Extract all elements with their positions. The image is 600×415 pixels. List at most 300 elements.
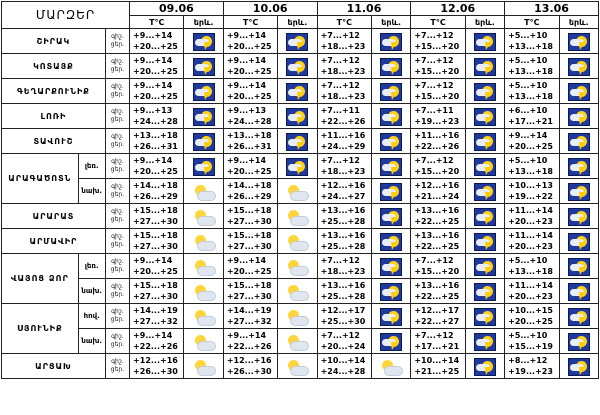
date-header: 10.06 bbox=[223, 2, 317, 16]
day-night-label bbox=[105, 104, 129, 129]
temperature-cell bbox=[317, 229, 371, 254]
precip-cell bbox=[372, 154, 411, 179]
night-temperature: +13...+16 bbox=[320, 206, 366, 215]
subregion-label: նախ. bbox=[78, 179, 105, 204]
night-temperature: +14...+19 bbox=[226, 306, 272, 315]
temperature-cell bbox=[411, 54, 465, 79]
precip-cell bbox=[559, 254, 598, 279]
night-label: ցեր. bbox=[110, 341, 125, 348]
day-temperature: +22...+25 bbox=[414, 242, 460, 251]
temperature-cell bbox=[223, 54, 277, 79]
day-temperature: +27...+30 bbox=[226, 242, 272, 251]
partly-cloudy-icon bbox=[193, 309, 215, 326]
night-label: ցեր. bbox=[110, 316, 125, 323]
temperature-cell bbox=[411, 29, 465, 54]
precip-cell bbox=[372, 279, 411, 304]
night-temperature: +7...+12 bbox=[414, 256, 454, 265]
temperature-cell bbox=[317, 354, 371, 379]
night-label: ցեր. bbox=[110, 366, 125, 373]
precip-cell bbox=[372, 104, 411, 129]
day-night-label bbox=[105, 354, 129, 379]
temperature-cell bbox=[411, 129, 465, 154]
night-temperature: +8...+12 bbox=[508, 356, 548, 365]
day-label: գիշ. bbox=[111, 233, 124, 240]
temperature-cell bbox=[130, 304, 184, 329]
day-night-label bbox=[105, 204, 129, 229]
day-temperature: +24...+28 bbox=[320, 367, 366, 376]
thunderstorm-icon bbox=[380, 333, 402, 351]
day-temperature: +24...+27 bbox=[320, 192, 366, 201]
day-temperature: +26...+29 bbox=[226, 192, 272, 201]
night-temperature: +9...+13 bbox=[133, 106, 173, 115]
precip-cell bbox=[465, 54, 504, 79]
night-temperature: +12...+16 bbox=[320, 181, 366, 190]
night-temperature: +9...+14 bbox=[133, 256, 173, 265]
thunderstorm-icon bbox=[568, 308, 590, 326]
region-name: ՏԱՎՈՒՇ bbox=[2, 129, 106, 154]
partly-cloudy-icon bbox=[193, 184, 215, 201]
temperature-cell bbox=[411, 354, 465, 379]
night-temperature: +12...+17 bbox=[414, 306, 460, 315]
precip-cell bbox=[465, 179, 504, 204]
thunderstorm-icon bbox=[474, 258, 496, 276]
day-night-label bbox=[105, 154, 129, 179]
thunderstorm-icon bbox=[568, 83, 590, 101]
precip-header: երև. bbox=[372, 16, 411, 29]
temperature-cell bbox=[505, 179, 559, 204]
day-night-label bbox=[105, 79, 129, 104]
precip-cell bbox=[372, 179, 411, 204]
precip-cell bbox=[184, 304, 223, 329]
thunderstorm-icon bbox=[380, 308, 402, 326]
day-temperature: +15...+20 bbox=[414, 67, 460, 76]
day-temperature: +20...+25 bbox=[226, 67, 272, 76]
temperature-cell bbox=[223, 229, 277, 254]
partly-cloudy-icon bbox=[286, 309, 308, 326]
day-label: գիշ. bbox=[111, 358, 124, 365]
precip-cell bbox=[559, 329, 598, 354]
night-temperature: +9...+14 bbox=[133, 156, 173, 165]
thunderstorm-icon bbox=[474, 58, 496, 76]
temp-header: T°C bbox=[130, 16, 184, 29]
day-temperature: +22...+25 bbox=[414, 292, 460, 301]
thunderstorm-icon bbox=[193, 33, 215, 51]
day-temperature: +18...+23 bbox=[320, 92, 366, 101]
thunderstorm-icon bbox=[380, 33, 402, 51]
temperature-cell bbox=[411, 104, 465, 129]
temperature-cell bbox=[411, 154, 465, 179]
precip-cell bbox=[465, 329, 504, 354]
table-row bbox=[2, 329, 599, 354]
precip-cell bbox=[372, 129, 411, 154]
day-temperature: +20...+23 bbox=[508, 292, 553, 301]
precip-cell bbox=[465, 204, 504, 229]
day-temperature: +22...+27 bbox=[414, 317, 460, 326]
temperature-cell bbox=[223, 29, 277, 54]
precip-header: երև. bbox=[465, 16, 504, 29]
thunderstorm-icon bbox=[568, 358, 590, 376]
temperature-cell bbox=[130, 279, 184, 304]
precip-cell bbox=[465, 154, 504, 179]
precip-header: երև. bbox=[559, 16, 598, 29]
day-label: գիշ. bbox=[111, 133, 124, 140]
temperature-cell bbox=[505, 29, 559, 54]
precip-cell bbox=[184, 154, 223, 179]
day-temperature: +27...+30 bbox=[133, 217, 178, 226]
night-temperature: +15...+18 bbox=[226, 206, 272, 215]
thunderstorm-icon bbox=[193, 58, 215, 76]
night-temperature: +12...+16 bbox=[133, 356, 178, 365]
day-temperature: +18...+23 bbox=[320, 167, 366, 176]
temperature-cell bbox=[317, 204, 371, 229]
day-label: գիշ. bbox=[111, 58, 124, 65]
precip-cell bbox=[559, 29, 598, 54]
subregion-label: լեռ. bbox=[78, 154, 105, 179]
partly-cloudy-icon bbox=[286, 184, 308, 201]
night-temperature: +15...+18 bbox=[133, 231, 178, 240]
thunderstorm-icon bbox=[380, 183, 402, 201]
temperature-cell bbox=[317, 304, 371, 329]
night-temperature: +9...+14 bbox=[226, 31, 267, 40]
night-label: ցեր. bbox=[110, 241, 125, 248]
temperature-cell bbox=[317, 129, 371, 154]
thunderstorm-icon bbox=[474, 208, 496, 226]
precip-cell bbox=[372, 204, 411, 229]
night-temperature: +7...+12 bbox=[414, 331, 454, 340]
night-temperature: +14...+19 bbox=[133, 306, 178, 315]
temperature-cell bbox=[505, 279, 559, 304]
night-temperature: +15...+18 bbox=[226, 281, 272, 290]
day-label: գիշ. bbox=[111, 208, 124, 215]
precip-cell bbox=[278, 304, 317, 329]
precip-cell bbox=[278, 104, 317, 129]
table-row bbox=[2, 354, 599, 379]
thunderstorm-icon bbox=[568, 183, 590, 201]
day-temperature: +20...+23 bbox=[508, 217, 553, 226]
precip-cell bbox=[465, 254, 504, 279]
day-temperature: +22...+26 bbox=[133, 342, 178, 351]
day-temperature: +13...+18 bbox=[508, 42, 553, 51]
table-row bbox=[2, 154, 599, 179]
precip-cell bbox=[465, 104, 504, 129]
night-temperature: +12...+17 bbox=[320, 306, 366, 315]
day-label: գիշ. bbox=[111, 283, 124, 290]
day-label: գիշ. bbox=[111, 83, 124, 90]
night-temperature: +10...+13 bbox=[508, 181, 553, 190]
precip-cell bbox=[465, 129, 504, 154]
temperature-cell bbox=[505, 129, 559, 154]
precip-cell bbox=[184, 129, 223, 154]
night-temperature: +13...+16 bbox=[320, 281, 366, 290]
day-temperature: +20...+25 bbox=[226, 42, 272, 51]
temperature-cell bbox=[505, 329, 559, 354]
day-temperature: +18...+23 bbox=[320, 267, 366, 276]
temperature-cell bbox=[505, 229, 559, 254]
partly-cloudy-icon bbox=[380, 359, 402, 376]
night-label: ցեր. bbox=[110, 91, 125, 98]
precip-cell bbox=[559, 79, 598, 104]
precip-cell bbox=[372, 254, 411, 279]
night-temperature: +7...+12 bbox=[414, 31, 454, 40]
night-temperature: +7...+11 bbox=[320, 106, 360, 115]
precip-cell bbox=[184, 279, 223, 304]
day-label: գիշ. bbox=[111, 333, 124, 340]
partly-cloudy-icon bbox=[193, 359, 215, 376]
day-temperature: +13...+18 bbox=[508, 67, 553, 76]
partly-cloudy-icon bbox=[193, 259, 215, 276]
thunderstorm-icon bbox=[568, 283, 590, 301]
day-temperature: +13...+18 bbox=[508, 92, 553, 101]
night-temperature: +9...+14 bbox=[133, 31, 173, 40]
temperature-cell bbox=[130, 179, 184, 204]
precip-cell bbox=[278, 229, 317, 254]
thunderstorm-icon bbox=[568, 208, 590, 226]
precip-cell bbox=[372, 304, 411, 329]
day-temperature: +26...+29 bbox=[133, 192, 178, 201]
day-label: գիշ. bbox=[111, 258, 124, 265]
day-temperature: +26...+31 bbox=[226, 142, 272, 151]
night-temperature: +10...+15 bbox=[508, 306, 553, 315]
day-temperature: +21...+25 bbox=[414, 367, 460, 376]
thunderstorm-icon bbox=[568, 133, 590, 151]
precip-cell bbox=[465, 279, 504, 304]
precip-cell bbox=[278, 54, 317, 79]
night-temperature: +11...+14 bbox=[508, 231, 553, 240]
day-temperature: +20...+24 bbox=[320, 342, 366, 351]
night-temperature: +5...+10 bbox=[508, 56, 548, 65]
thunderstorm-icon bbox=[193, 158, 215, 176]
precip-cell bbox=[559, 354, 598, 379]
partly-cloudy-icon bbox=[286, 234, 308, 251]
night-temperature: +13...+16 bbox=[414, 231, 460, 240]
temperature-cell bbox=[130, 79, 184, 104]
day-temperature: +24...+29 bbox=[320, 142, 366, 151]
thunderstorm-icon bbox=[286, 33, 308, 51]
precip-cell bbox=[184, 204, 223, 229]
temperature-cell bbox=[223, 179, 277, 204]
temperature-cell bbox=[130, 329, 184, 354]
date-header: 11.06 bbox=[317, 2, 411, 16]
temperature-cell bbox=[130, 104, 184, 129]
day-temperature: +18...+23 bbox=[320, 42, 366, 51]
night-temperature: +9...+14 bbox=[133, 56, 173, 65]
temperature-cell bbox=[411, 329, 465, 354]
precip-cell bbox=[372, 329, 411, 354]
night-temperature: +15...+18 bbox=[226, 231, 272, 240]
partly-cloudy-icon bbox=[193, 284, 215, 301]
day-temperature: +27...+30 bbox=[226, 217, 272, 226]
night-temperature: +9...+14 bbox=[226, 56, 267, 65]
region-name: ՍՅՈՒՆԻՔ bbox=[2, 304, 79, 354]
temperature-cell bbox=[130, 129, 184, 154]
day-temperature: +20...+23 bbox=[508, 242, 553, 251]
thunderstorm-icon bbox=[286, 133, 308, 151]
precip-cell bbox=[372, 229, 411, 254]
temperature-cell bbox=[223, 354, 277, 379]
thunderstorm-icon bbox=[286, 58, 308, 76]
region-name: ԱՐՑԱԽ bbox=[2, 354, 106, 379]
region-column-header: ՄԱՐԶԵՐ bbox=[2, 2, 130, 29]
temp-header: T°C bbox=[505, 16, 559, 29]
temperature-cell bbox=[130, 29, 184, 54]
partly-cloudy-icon bbox=[193, 209, 215, 226]
night-temperature: +9...+14 bbox=[508, 131, 548, 140]
precip-cell bbox=[184, 54, 223, 79]
night-label: ցեր. bbox=[110, 216, 125, 223]
thunderstorm-icon bbox=[193, 108, 215, 126]
thunderstorm-icon bbox=[286, 83, 308, 101]
day-night-label bbox=[105, 54, 129, 79]
precip-cell bbox=[465, 79, 504, 104]
temperature-cell bbox=[317, 54, 371, 79]
temperature-cell bbox=[317, 254, 371, 279]
precip-cell bbox=[372, 354, 411, 379]
date-header: 13.06 bbox=[505, 2, 599, 16]
table-row bbox=[2, 79, 599, 104]
day-night-label bbox=[105, 129, 129, 154]
thunderstorm-icon bbox=[474, 333, 496, 351]
precip-cell bbox=[559, 54, 598, 79]
thunderstorm-icon bbox=[380, 233, 402, 251]
night-label: ցեր. bbox=[110, 116, 125, 123]
thunderstorm-icon bbox=[286, 158, 308, 176]
temperature-cell bbox=[223, 129, 277, 154]
temperature-cell bbox=[317, 79, 371, 104]
temperature-cell bbox=[223, 79, 277, 104]
day-label: գիշ. bbox=[111, 33, 124, 40]
thunderstorm-icon bbox=[474, 283, 496, 301]
day-temperature: +26...+31 bbox=[133, 142, 178, 151]
day-temperature: +26...+30 bbox=[226, 367, 272, 376]
temperature-cell bbox=[411, 229, 465, 254]
subregion-label: նախ. bbox=[78, 329, 105, 354]
precip-cell bbox=[559, 129, 598, 154]
precip-cell bbox=[465, 354, 504, 379]
precip-cell bbox=[184, 354, 223, 379]
night-temperature: +6...+10 bbox=[508, 106, 548, 115]
night-temperature: +13...+18 bbox=[133, 131, 178, 140]
temperature-cell bbox=[223, 329, 277, 354]
night-temperature: +7...+12 bbox=[320, 81, 360, 90]
day-temperature: +25...+28 bbox=[320, 217, 366, 226]
region-name: ԳԵՂԱՐՔՈՒՆԻՔ bbox=[2, 79, 106, 104]
precip-cell bbox=[184, 104, 223, 129]
day-night-label bbox=[105, 29, 129, 54]
night-temperature: +11...+16 bbox=[414, 131, 460, 140]
precip-cell bbox=[184, 329, 223, 354]
day-temperature: +21...+24 bbox=[414, 192, 460, 201]
precip-cell bbox=[278, 179, 317, 204]
region-name: ՇԻՐԱԿ bbox=[2, 29, 106, 54]
night-temperature: +5...+10 bbox=[508, 81, 548, 90]
thunderstorm-icon bbox=[568, 58, 590, 76]
day-temperature: +27...+32 bbox=[226, 317, 272, 326]
day-temperature: +26...+30 bbox=[133, 367, 178, 376]
night-label: ցեր. bbox=[110, 291, 125, 298]
precip-cell bbox=[465, 304, 504, 329]
thunderstorm-icon bbox=[568, 258, 590, 276]
day-temperature: +15...+20 bbox=[414, 167, 460, 176]
thunderstorm-icon bbox=[568, 233, 590, 251]
table-row bbox=[2, 304, 599, 329]
day-night-label bbox=[105, 279, 129, 304]
day-temperature: +20...+25 bbox=[133, 67, 178, 76]
precip-cell bbox=[559, 304, 598, 329]
precip-cell bbox=[559, 204, 598, 229]
precip-cell bbox=[372, 54, 411, 79]
day-temperature: +15...+20 bbox=[414, 267, 460, 276]
night-temperature: +9...+13 bbox=[226, 106, 267, 115]
day-temperature: +20...+25 bbox=[226, 167, 272, 176]
temperature-cell bbox=[505, 254, 559, 279]
night-label: ցեր. bbox=[110, 41, 125, 48]
night-temperature: +9...+14 bbox=[226, 331, 267, 340]
temperature-cell bbox=[317, 279, 371, 304]
day-label: գիշ. bbox=[111, 108, 124, 115]
thunderstorm-icon bbox=[568, 158, 590, 176]
precip-cell bbox=[559, 104, 598, 129]
day-temperature: +19...+22 bbox=[508, 192, 553, 201]
day-temperature: +20...+25 bbox=[226, 92, 272, 101]
temperature-cell bbox=[505, 354, 559, 379]
night-temperature: +13...+16 bbox=[320, 231, 366, 240]
day-temperature: +15...+20 bbox=[414, 92, 460, 101]
precip-cell bbox=[372, 29, 411, 54]
date-header: 09.06 bbox=[130, 2, 224, 16]
precip-cell bbox=[278, 254, 317, 279]
day-temperature: +27...+30 bbox=[133, 292, 178, 301]
thunderstorm-icon bbox=[193, 83, 215, 101]
temperature-cell bbox=[130, 254, 184, 279]
night-temperature: +11...+16 bbox=[320, 131, 366, 140]
temperature-cell bbox=[317, 104, 371, 129]
precip-header: երև. bbox=[184, 16, 223, 29]
thunderstorm-icon bbox=[380, 158, 402, 176]
night-label: ցեր. bbox=[110, 266, 125, 273]
thunderstorm-icon bbox=[474, 133, 496, 151]
night-temperature: +10...+14 bbox=[414, 356, 460, 365]
night-temperature: +9...+14 bbox=[133, 331, 173, 340]
night-temperature: +13...+18 bbox=[226, 131, 272, 140]
day-temperature: +15...+19 bbox=[508, 342, 553, 351]
night-temperature: +15...+18 bbox=[133, 281, 178, 290]
precip-cell bbox=[184, 229, 223, 254]
night-temperature: +9...+14 bbox=[226, 256, 267, 265]
temperature-cell bbox=[317, 29, 371, 54]
day-temperature: +22...+26 bbox=[320, 117, 366, 126]
thunderstorm-icon bbox=[568, 108, 590, 126]
day-label: գիշ. bbox=[111, 308, 124, 315]
thunderstorm-icon bbox=[474, 233, 496, 251]
temperature-cell bbox=[223, 254, 277, 279]
temperature-cell bbox=[130, 229, 184, 254]
temp-header: T°C bbox=[411, 16, 465, 29]
day-temperature: +18...+23 bbox=[320, 67, 366, 76]
region-name: ԼՈՌԻ bbox=[2, 104, 106, 129]
night-label: ցեր. bbox=[110, 191, 125, 198]
temperature-cell bbox=[505, 79, 559, 104]
thunderstorm-icon bbox=[380, 108, 402, 126]
table-row bbox=[2, 104, 599, 129]
precip-cell bbox=[278, 354, 317, 379]
night-temperature: +10...+14 bbox=[320, 356, 366, 365]
subregion-label: նախ. bbox=[78, 279, 105, 304]
day-night-label bbox=[105, 254, 129, 279]
temperature-cell bbox=[130, 154, 184, 179]
temperature-cell bbox=[411, 279, 465, 304]
day-temperature: +22...+25 bbox=[414, 217, 460, 226]
temperature-cell bbox=[505, 54, 559, 79]
